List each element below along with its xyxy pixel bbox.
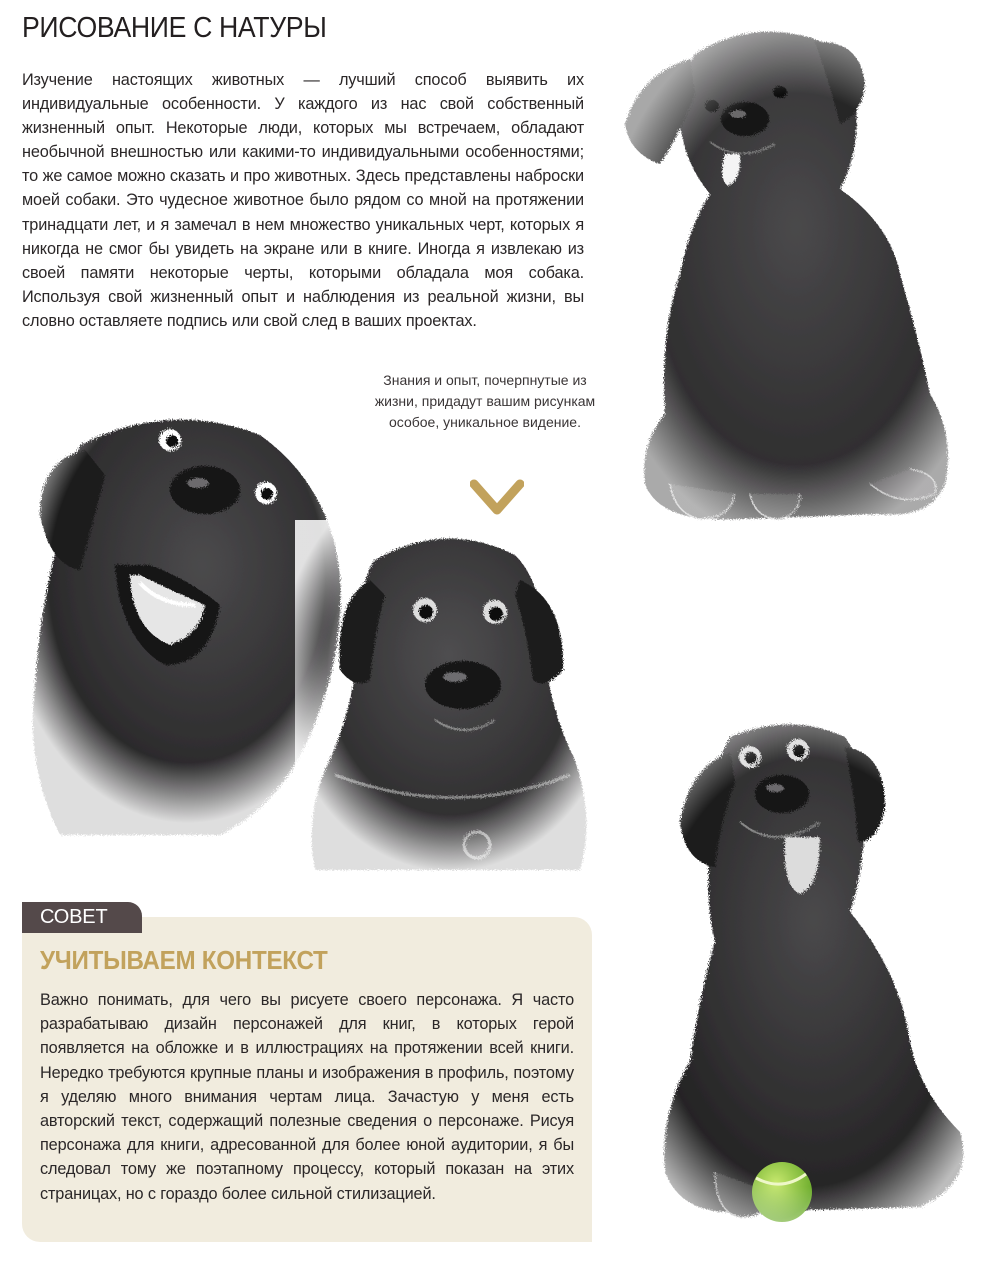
tip-title: УЧИТЫВАЕМ КОНТЕКСТ [40, 945, 328, 975]
tip-body: Важно понимать, для чего вы рисуете своего персонажа. Я часто разрабатываю дизайн персонажей для книг, в которых герой появляется на обложке и в иллюстрациях на протяжении всей книги. Нередко требуются крупные планы и изображения в профиль, поэтому я уделяю много внимания чертам лица. Зачастую у меня есть авторский текст, содержащий полезные сведения о персонаже. Рисуя персонажа для книги, адресованной для более юной аудитории, я бы следовал тому же поэтапному процессу, который показан на этих страницах, но с гораздо более сильной стилизацией. [40, 991, 574, 1203]
intro-paragraph: Изучение настоящих животных — лучший способ выявить их индивидуальные особенности. У каждого из нас свой собственный жизненный опыт. Некоторые люди, которых мы встречаем, обладают необычной внешностью или какими-то индивидуальными особенностями; то же самое можно сказать и про животных. Здесь представлены наброски моей собаки. Это чудесное животное было рядом со мной на протяжении тринадцати лет, и я замечал в нем множество уникальных черт, которых я никогда не смог бы увидеть на экране или в книге. Иногда я извлекаю из своей памяти некоторые черты, которыми обладала моя собака. Используя свой жизненный опыт и наблюдения из реальной жизни, вы словно оставляете подпись или свой след в ваших проектах. [22, 71, 584, 330]
sketch-caption: Знания и опыт, почерпнутые из жизни, придадут вашим рисункам особое, уникальное видение. [374, 372, 596, 430]
front-dog-head-sketch [295, 520, 605, 890]
tip-label: СОВЕТ [22, 902, 142, 933]
sitting-dog-sketch [600, 14, 995, 544]
page-title: РИСОВАНИЕ С НАТУРЫ [22, 12, 327, 44]
chevron-down-icon [470, 478, 524, 522]
dog-with-ball-sketch [620, 712, 992, 1232]
